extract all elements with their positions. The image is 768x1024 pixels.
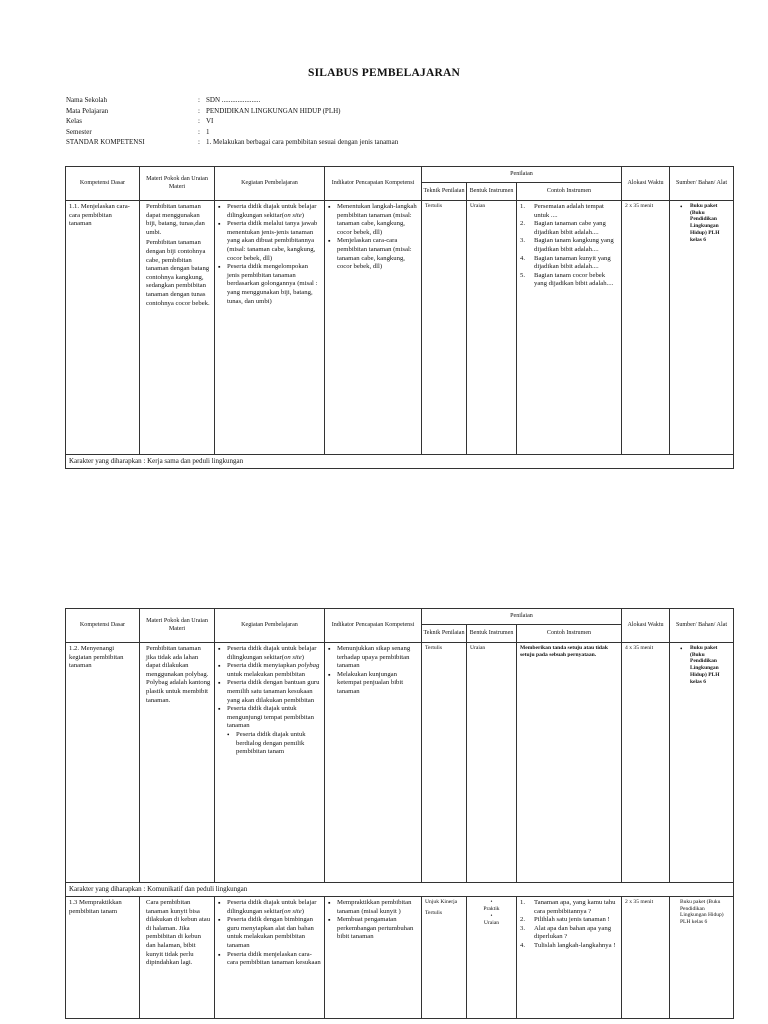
meta-value: VI — [206, 117, 214, 126]
header-kegiatan: Kegiatan Pembelajaran — [215, 609, 325, 643]
bentuk-item: Praktik — [483, 906, 500, 912]
meta-colon: : — [198, 138, 200, 147]
contoh-item: 4. Bagian tanaman kunyit yang dijadikan bibit adalah.... — [520, 255, 618, 272]
header-alokasi: Alokasi Waktu — [622, 167, 670, 201]
meta-value: 1 — [206, 127, 210, 136]
syllabus-meta — [66, 95, 398, 148]
meta-row-standard — [66, 137, 398, 148]
contoh-item: 2. Bagian tanaman cabe yang dijadikan bibit adalah.... — [520, 220, 618, 237]
cell-alokasi: 4 x 35 menit — [622, 643, 670, 883]
meta-value: SDN ...................... — [206, 96, 261, 104]
header-materi: Materi Pokok dan Uraian Materi — [140, 609, 215, 643]
cell-contoh — [517, 897, 622, 1019]
kegiatan-item: ▪ Peserta didik diajak untuk belajar dilingkungan sekitar(on site) — [218, 203, 321, 220]
cell-kegiatan — [215, 897, 325, 1019]
cell-bentuk: Uraian — [467, 201, 517, 455]
cell-indikator — [325, 201, 422, 455]
header-contoh: Contoh Instrumen — [517, 183, 622, 201]
cell-bentuk — [467, 897, 517, 1019]
header-indikator: Indikator Pencapaian Kompetensi — [325, 609, 422, 643]
meta-row-class — [66, 116, 398, 127]
kegiatan-item: ▪ Peserta didik diajak untuk belajar dilingkungan sekitar(on site) — [218, 645, 321, 662]
syllabus-table-1 — [65, 166, 734, 469]
cell-sumber — [670, 643, 734, 883]
cell-bentuk: Uraian — [467, 643, 517, 883]
cell-contoh: Memberikan tanda setuju atau tidak setuju pada sebuah pernyataan. — [517, 643, 622, 883]
materi-paragraph: Pembibitan tanaman dengan biji contohnya cabe, pembibitan tanaman dengan batang contohnya kangkung, sedangkan pembibitan tanaman dengan tunas contohnya cocor bebek. — [146, 239, 210, 307]
karakter-row: Karakter yang diharapkan : Kerja sama dan peduli lingkungan — [66, 455, 734, 469]
sumber-item: • Buku paket (Buku Pendidikan Lingkungan Hidup) PLH kelas 6 — [680, 645, 720, 685]
bentuk-item: Uraian — [483, 920, 500, 926]
meta-colon: : — [198, 127, 200, 136]
cell-materi: Cara pembibitan tanaman kunyit bisa dilakukan di kebun atau di halaman. Jika pembibitan di kebun dan halaman, bibit kunyit tidak perlu dipindahkan lagi. — [140, 897, 215, 1019]
materi-paragraph: Pembibitan tanaman dapat menggunakan biji, batang, tunas,dan umbi. — [146, 203, 205, 236]
contoh-item: 1. Persemaian adalah tempat untuk .... — [520, 203, 618, 220]
contoh-item: 2. Pilihlah satu jenis tanaman ! — [520, 916, 618, 925]
cell-kd: 1.1. Menjelaskan cara-cara pembibitan tanaman — [66, 201, 140, 455]
meta-colon: : — [198, 106, 200, 115]
header-contoh: Contoh Instrumen — [517, 625, 622, 643]
cell-alokasi: 2 x 35 menit — [622, 201, 670, 455]
kegiatan-item: ▪ Peserta didik menjelaskan cara-cara pembibitan tanaman kesukaan — [218, 951, 321, 968]
cell-kegiatan — [215, 201, 325, 455]
header-penilaian: Penilaian — [422, 167, 622, 183]
cell-teknik: Tertulis — [422, 201, 467, 455]
header-penilaian: Penilaian — [422, 609, 622, 625]
cell-teknik — [422, 897, 467, 1019]
header-teknik: Teknik Penilaian — [422, 625, 467, 643]
meta-label: Mata Pelajaran — [66, 106, 109, 115]
sumber-item: • Buku paket (Buku Pendidikan Lingkungan Hidup) PLH kelas 6 — [680, 203, 720, 243]
kegiatan-item: ▪ Peserta didik dengan bantuan guru memilih satu tanaman kesukaan yang akan dilakukan pembibitan — [218, 679, 321, 705]
kegiatan-subitem: • Peserta didik diajak untuk berdialog dengan pemilik pembibitan tanam — [218, 731, 321, 757]
meta-label: Nama Sekolah — [66, 96, 108, 104]
cell-materi: Pembibitan tanaman jika tidak ada lahan dapat dilakukan menggunakan polybag. Polybag adalah kantong plastik untuk membibit tanaman. — [140, 643, 215, 883]
syllabus-table-2 — [65, 608, 734, 1019]
cell-sumber — [670, 201, 734, 455]
cell-materi — [140, 201, 215, 455]
header-bentuk: Bentuk Instrumen — [467, 625, 517, 643]
indikator-item: ▪ Menentukan langkah-langkah pembibitan tanaman (misal: tanaman cabe, kangkung, cocor bebek, dll) — [328, 203, 418, 237]
indikator-item: ▪ Melakukan kunjungan ketempat penjualan bibit tanaman — [328, 671, 418, 697]
contoh-item: 4. Tulislah langkah-langkahnya ! — [520, 942, 618, 951]
cell-kd: 1.2. Menyenangi kegiatan pembibitan tanaman — [66, 643, 140, 883]
cell-indikator — [325, 643, 422, 883]
kegiatan-item: ▪ Peserta didik diajak untuk belajar dilingkungan sekitar(on site) — [218, 899, 321, 916]
contoh-item: 1. Tanaman apa, yang kamu tahu cara pembibitannya ? — [520, 899, 618, 916]
cell-kegiatan — [215, 643, 325, 883]
kegiatan-item: ▪ Peserta didik dengan bimbingan guru menyiapkan alat dan bahan untuk melakukan pembibitan tanaman — [218, 916, 321, 950]
cell-teknik: Tertulis — [422, 643, 467, 883]
meta-label: Semester — [66, 127, 92, 136]
cell-alokasi: 2 x 35 menit — [622, 897, 670, 1019]
meta-label: Kelas — [66, 117, 82, 126]
meta-row-semester — [66, 127, 398, 138]
indikator-item: ▪ Menunjukkan sikap senang terhadap upaya pembibitan tanaman — [328, 645, 418, 671]
header-kd: Kompetensi Dasar — [66, 167, 140, 201]
teknik-item: Unjuk Kinerja — [425, 899, 458, 905]
kegiatan-item: ▪ Peserta didik melalui tanya jawab menentukan jenis-jenis tanaman yang akan dibuat pembibitannya (misal: tanaman cabe, kangkung, cocor bebek, dll) — [218, 220, 321, 263]
kegiatan-item: ▪ Peserta didik menyiapkan polybag untuk melakukan pembibitan — [218, 662, 321, 679]
header-sumber: Sumber/ Bahan/ Alat — [670, 167, 734, 201]
indikator-item: ▪ Membuat pengamatan perkembangan pertumbuhan bibit tanaman — [328, 916, 418, 942]
bullet-dot: • — [490, 899, 493, 905]
header-bentuk: Bentuk Instrumen — [467, 183, 517, 201]
bullet-dot: • — [490, 913, 493, 919]
meta-row-school — [66, 95, 398, 106]
header-kegiatan: Kegiatan Pembelajaran — [215, 167, 325, 201]
kegiatan-item: ▪ Peserta didik diajak untuk mengunjungi tempat pembibitan tanaman — [218, 705, 321, 731]
contoh-item: 5. Bagian tanam cocor bebek yang dijadikan bibit adalah.... — [520, 272, 618, 289]
contoh-item: 3. Alat apa dan bahan apa yang diperlukan ? — [520, 925, 618, 942]
meta-colon: : — [198, 96, 200, 104]
meta-value: PENDIDIKAN LINGKUNGAN HIDUP (PLH) — [206, 106, 341, 115]
teknik-item: Tertulis — [425, 910, 443, 916]
meta-value: 1. Melakukan berbagai cara pembibitan sesuai dengan jenis tanaman — [206, 138, 399, 147]
indikator-item: ▪ Menjelaskan cara-cara pembibitan tanaman (misal: tanaman cabe, kangkung, cocor bebek, dll) — [328, 237, 418, 271]
karakter-row: Karakter yang diharapkan : Komunikatif dan peduli lingkungan — [66, 883, 734, 897]
header-teknik: Teknik Penilaian — [422, 183, 467, 201]
kegiatan-item: ▪ Peserta didik mengelompokan jenis pembibitan tanaman berdasarkan golongannya (misal : yang menggunakan biji, batang, tunas, dan umbi) — [218, 263, 321, 306]
header-materi: Materi Pokok dan Uraian Materi — [140, 167, 215, 201]
cell-sumber: Buku paket (Buku Pendidikan Lingkungan Hidup) PLH kelas 6 — [670, 897, 734, 1019]
cell-indikator — [325, 897, 422, 1019]
header-indikator: Indikator Pencapaian Kompetensi — [325, 167, 422, 201]
header-sumber: Sumber/ Bahan/ Alat — [670, 609, 734, 643]
contoh-item: 3. Bagian tanam kangkung yang dijadikan bibit adalah.... — [520, 237, 618, 254]
meta-colon: : — [198, 117, 200, 126]
meta-row-subject — [66, 106, 398, 117]
header-kd: Kompetensi Dasar — [66, 609, 140, 643]
cell-kd: 1.3 Mempraktikkan pembibitan tanam — [66, 897, 140, 1019]
indikator-item: ▪ Mempraktikkan pembibitan tanaman (misal kunyit ) — [328, 899, 418, 916]
meta-label: STANDAR KOMPETENSI — [66, 138, 145, 147]
cell-contoh — [517, 201, 622, 455]
page-title: SILABUS PEMBELAJARAN — [308, 67, 460, 79]
header-alokasi: Alokasi Waktu — [622, 609, 670, 643]
